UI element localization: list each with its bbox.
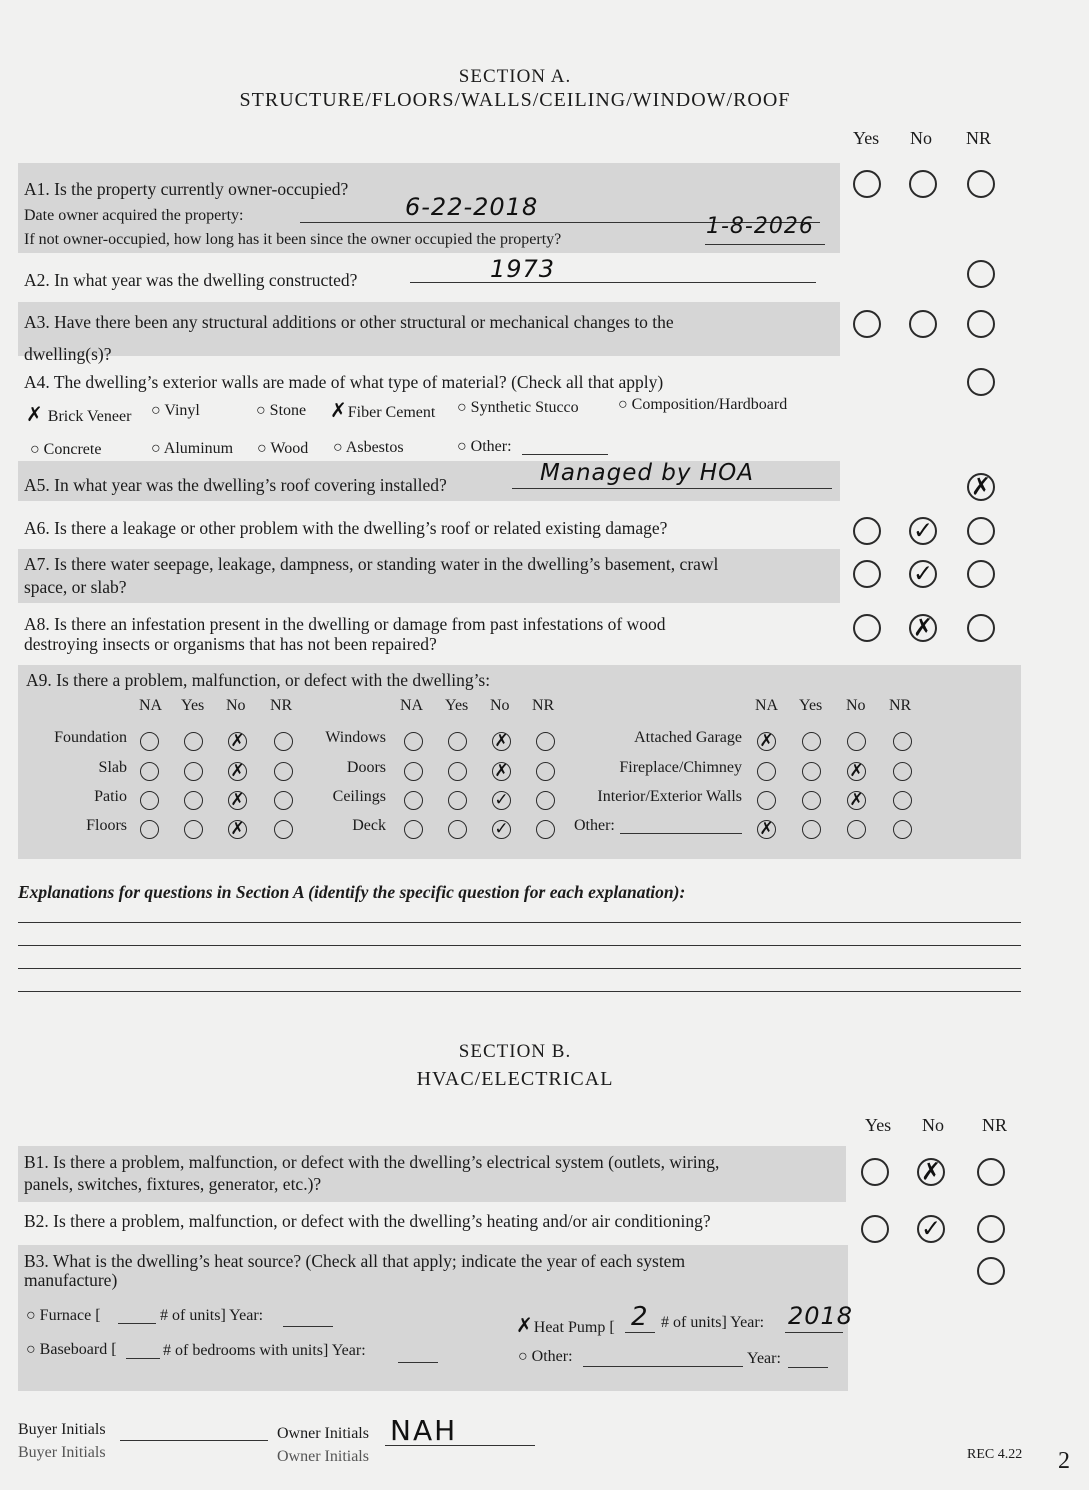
other-year-label: Year: [747, 1350, 781, 1367]
a9-other-line [620, 833, 742, 834]
b2-nr-radio[interactable] [977, 1215, 1005, 1243]
heat-pump-units-label: # of units] Year: [661, 1314, 765, 1331]
b-col-yes: Yes [865, 1115, 892, 1135]
a4-opt-wood[interactable]: ○ Wood [257, 440, 309, 457]
a1-since-label: If not owner-occupied, how long has it been since the owner occupied the property? [24, 231, 562, 248]
a9-radio-yes[interactable] [802, 732, 821, 751]
a9-header-yes: Yes [799, 697, 823, 714]
a7-question-2: space, or slab? [24, 577, 127, 597]
explanation-line-1[interactable] [18, 922, 1021, 923]
a6-nr-radio[interactable] [967, 517, 995, 545]
a9-radio-na[interactable] [404, 762, 423, 781]
a9-radio-no[interactable] [228, 762, 247, 781]
a9-radio-no[interactable] [492, 732, 511, 751]
check-mark-icon: ✓ [912, 516, 934, 545]
a9-radio-no[interactable] [847, 791, 866, 810]
a3-yes-radio[interactable] [853, 310, 881, 338]
a9-radio-nr[interactable] [274, 762, 293, 781]
a9-radio-na[interactable] [404, 791, 423, 810]
a9-radio-nr[interactable] [893, 732, 912, 751]
a3-nr-radio[interactable] [967, 310, 995, 338]
b-col-nr: NR [982, 1115, 1008, 1135]
explanation-line-4[interactable] [18, 991, 1021, 992]
x-mark-icon: ✗ [230, 789, 245, 810]
a9-item-label: Ceilings [332, 788, 386, 805]
a2-line [410, 282, 816, 283]
a9-radio-nr[interactable] [893, 791, 912, 810]
a9-radio-nr[interactable] [536, 732, 555, 751]
buyer-initials-label-2: Buyer Initials [18, 1444, 106, 1461]
b2-yes-radio[interactable] [861, 1215, 889, 1243]
a8-yes-radio[interactable] [853, 614, 881, 642]
heat-pump-year-line [785, 1332, 843, 1333]
furnace-units-label: # of units] Year: [160, 1307, 264, 1324]
a9-item-label: Windows [325, 729, 386, 746]
a3-no-radio[interactable] [909, 310, 937, 338]
b-col-no: No [922, 1115, 944, 1135]
a4-opt-brick-veneer[interactable]: ✗ Brick Veneer [26, 402, 132, 426]
a9-item-label: Attached Garage [634, 729, 742, 746]
a4-opt-fiber-cement[interactable]: ✗Fiber Cement [330, 398, 436, 422]
a9-radio-yes[interactable] [448, 791, 467, 810]
a1-since-value: 1-8-2026 [706, 214, 814, 239]
a9-radio-no[interactable] [492, 820, 511, 839]
a4-opt-aluminum[interactable]: ○ Aluminum [151, 440, 234, 457]
a2-year: 1973 [490, 255, 556, 283]
other-year-line [788, 1367, 828, 1368]
x-mark-icon: ✗ [230, 818, 245, 839]
a9-radio-na[interactable] [140, 762, 159, 781]
check-mark-icon: ✓ [494, 789, 509, 810]
page-number: 2 [1058, 1448, 1070, 1474]
a4-opt-synthetic-stucco[interactable]: ○ Synthetic Stucco [457, 399, 579, 416]
furnace-units-line [118, 1323, 156, 1324]
a9-radio-na[interactable] [757, 762, 776, 781]
a9-header-yes: Yes [445, 697, 469, 714]
a9-radio-na[interactable] [757, 732, 776, 751]
b1-nr-radio[interactable] [977, 1158, 1005, 1186]
a9-radio-no[interactable] [228, 791, 247, 810]
b2-no-radio[interactable] [917, 1215, 945, 1243]
a9-header-na: NA [139, 697, 163, 714]
x-mark-icon: ✗ [230, 730, 245, 751]
a8-no-radio[interactable] [909, 614, 937, 642]
buyer-initials-line[interactable] [120, 1440, 268, 1441]
section-b-subtitle: HVAC/ELECTRICAL [416, 1068, 614, 1090]
a7-nr-radio[interactable] [967, 560, 995, 588]
a9-radio-no[interactable] [847, 762, 866, 781]
a9-header-yes: Yes [181, 697, 205, 714]
b3-heat-pump[interactable]: ✗Heat Pump [ [516, 1313, 615, 1337]
a9-radio-nr[interactable] [274, 820, 293, 839]
check-icon: ✗ [26, 402, 44, 426]
baseboard-units-line [126, 1358, 160, 1359]
a9-radio-yes[interactable] [448, 820, 467, 839]
a9-radio-no[interactable] [847, 732, 866, 751]
a9-header-na: NA [400, 697, 424, 714]
a1-nr-radio[interactable] [967, 170, 995, 198]
x-mark-icon: ✗ [849, 789, 864, 810]
b3-baseboard[interactable]: ○ Baseboard [ [26, 1341, 117, 1358]
owner-initials-label: Owner Initials [277, 1425, 369, 1442]
a6-yes-radio[interactable] [853, 517, 881, 545]
a4-other-line [522, 454, 608, 455]
owner-initials-value: NAH [390, 1414, 458, 1447]
a9-radio-yes[interactable] [184, 820, 203, 839]
b3-other[interactable]: ○ Other: [518, 1348, 573, 1365]
x-mark-icon: ✗ [912, 613, 934, 642]
a1-yes-radio[interactable] [853, 170, 881, 198]
owner-initials-line[interactable] [385, 1445, 535, 1446]
check-mark-icon: ✓ [920, 1214, 942, 1243]
a6-question: A6. Is there a leakage or other problem with the dwelling’s roof or related existing damage? [24, 518, 668, 538]
a4-opt-other[interactable]: ○ Other: [457, 438, 512, 455]
a9-item-label: Foundation [54, 729, 127, 746]
a9-radio-yes[interactable] [448, 732, 467, 751]
a9-radio-na[interactable] [404, 732, 423, 751]
col-no: No [910, 128, 932, 148]
a4-question: A4. The dwelling’s exterior walls are made of what type of material? (Check all that apply) [24, 372, 664, 392]
explanation-line-2[interactable] [18, 945, 1021, 946]
a4-opt-composition[interactable]: ○ Composition/Hardboard [618, 396, 788, 413]
b1-question-2: panels, switches, fixtures, generator, etc.)? [24, 1174, 322, 1194]
a9-radio-no[interactable] [847, 820, 866, 839]
x-mark-icon: ✗ [494, 730, 509, 751]
a5-answer: Managed by HOA [540, 460, 754, 486]
baseboard-year-line [398, 1362, 438, 1363]
section-a-title: SECTION A. [458, 66, 572, 87]
a9-item-label: Interior/Exterior Walls [597, 788, 742, 805]
explanations-label: Explanations for questions in Section A (identify the specific question for each explanation): [18, 882, 686, 902]
a9-radio-nr[interactable] [274, 791, 293, 810]
a6-no-radio[interactable] [909, 517, 937, 545]
a1-date-acquired: 6-22-2018 [405, 193, 539, 221]
a8-question-1: A8. Is there an infestation present in the dwelling or damage from past infestations of wood [24, 614, 666, 634]
a3-question-2: dwelling(s)? [24, 344, 112, 364]
a9-header-no: No [226, 697, 246, 714]
a9-radio-no[interactable] [228, 820, 247, 839]
a9-radio-yes[interactable] [184, 791, 203, 810]
b3-furnace[interactable]: ○ Furnace [ [26, 1307, 101, 1324]
b3-nr-radio[interactable] [977, 1257, 1005, 1285]
x-mark-icon: ✗ [759, 818, 774, 839]
a7-question-1: A7. Is there water seepage, leakage, dampness, or standing water in the dwelling’s basement, crawl [24, 554, 719, 574]
a9-radio-no[interactable] [492, 762, 511, 781]
a9-radio-nr[interactable] [274, 732, 293, 751]
a9-radio-na[interactable] [404, 820, 423, 839]
section-b-title: SECTION B. [458, 1041, 572, 1062]
a9-radio-yes[interactable] [802, 762, 821, 781]
a9-item-label: Floors [86, 817, 127, 834]
a9-radio-yes[interactable] [184, 762, 203, 781]
b1-no-radio[interactable] [917, 1158, 945, 1186]
check-icon: ✗ [330, 398, 348, 422]
a1-since-line [705, 244, 825, 245]
section-a-subtitle: STRUCTURE/FLOORS/WALLS/CEILING/WINDOW/ROOF [239, 89, 791, 111]
a3-question-1: A3. Have there been any structural additions or other structural or mechanical changes to the [24, 312, 674, 332]
b3-question-2: manufacture) [24, 1270, 118, 1290]
a9-item-label: Doors [346, 759, 386, 776]
a7-no-radio[interactable] [909, 560, 937, 588]
x-mark-icon: ✗ [970, 472, 992, 501]
a2-question: A2. In what year was the dwelling constructed? [24, 270, 358, 290]
a9-radio-no[interactable] [492, 791, 511, 810]
a9-header-nr: NR [270, 697, 293, 714]
a9-radio-yes[interactable] [184, 732, 203, 751]
a9-item-label: Other: [574, 817, 615, 834]
other-line [583, 1366, 743, 1367]
a4-opt-asbestos[interactable]: ○ Asbestos [333, 439, 404, 456]
a9-radio-nr[interactable] [536, 762, 555, 781]
a9-question: A9. Is there a problem, malfunction, or defect with the dwelling’s: [26, 670, 491, 690]
x-mark-icon: ✗ [759, 730, 774, 751]
explanation-line-3[interactable] [18, 968, 1021, 969]
b1-yes-radio[interactable] [861, 1158, 889, 1186]
check-mark-icon: ✓ [494, 818, 509, 839]
a5-nr-radio[interactable] [967, 473, 995, 501]
a8-question-2: destroying insects or organisms that has not been repaired? [24, 634, 437, 654]
a7-yes-radio[interactable] [853, 560, 881, 588]
b2-question: B2. Is there a problem, malfunction, or defect with the dwelling’s heating and/or air conditioning? [24, 1211, 711, 1231]
a1-question: A1. Is the property currently owner-occupied? [24, 179, 349, 199]
heat-pump-count: 2 [631, 1302, 649, 1332]
a1-no-radio[interactable] [909, 170, 937, 198]
a9-radio-na[interactable] [140, 820, 159, 839]
col-nr: NR [966, 128, 992, 148]
check-icon: ✗ [516, 1313, 534, 1337]
x-mark-icon: ✗ [494, 760, 509, 781]
owner-initials-label-2: Owner Initials [277, 1448, 369, 1465]
a9-header-nr: NR [889, 697, 912, 714]
a4-opt-concrete[interactable]: ○ Concrete [30, 441, 102, 458]
form-code: REC 4.22 [967, 1447, 1023, 1462]
a9-header-na: NA [755, 697, 779, 714]
a9-header-no: No [846, 697, 866, 714]
furnace-year-line [283, 1326, 333, 1327]
a9-radio-nr[interactable] [893, 762, 912, 781]
x-mark-icon: ✗ [849, 760, 864, 781]
check-mark-icon: ✓ [912, 559, 934, 588]
heat-pump-year: 2018 [788, 1302, 854, 1330]
col-yes: Yes [853, 128, 880, 148]
a9-radio-na[interactable] [140, 732, 159, 751]
a2-nr-radio[interactable] [967, 260, 995, 288]
a5-line [512, 488, 832, 489]
a9-item-label: Slab [98, 759, 127, 776]
a9-radio-no[interactable] [228, 732, 247, 751]
a9-band [18, 665, 1021, 859]
b1-question-1: B1. Is there a problem, malfunction, or defect with the dwelling’s electrical system (outlets, wiring, [24, 1152, 720, 1172]
a9-radio-nr[interactable] [536, 791, 555, 810]
a9-radio-yes[interactable] [802, 820, 821, 839]
a9-radio-yes[interactable] [448, 762, 467, 781]
a9-header-no: No [490, 697, 510, 714]
a1-date-label: Date owner acquired the property: [24, 207, 244, 224]
x-mark-icon: ✗ [920, 1157, 942, 1186]
a8-nr-radio[interactable] [967, 614, 995, 642]
a9-item-label: Patio [94, 788, 127, 805]
a9-radio-yes[interactable] [802, 791, 821, 810]
a9-item-label: Fireplace/Chimney [619, 759, 742, 776]
a9-item-label: Deck [352, 817, 386, 834]
heat-pump-units-line [625, 1332, 655, 1333]
x-mark-icon: ✗ [230, 760, 245, 781]
a9-radio-na[interactable] [757, 791, 776, 810]
a9-radio-na[interactable] [757, 820, 776, 839]
baseboard-units-label: # of bedrooms with units] Year: [163, 1342, 366, 1359]
a9-header-nr: NR [532, 697, 555, 714]
a4-opt-vinyl[interactable]: ○ Vinyl [151, 402, 200, 419]
a4-opt-stone[interactable]: ○ Stone [256, 402, 307, 419]
a4-nr-radio[interactable] [967, 368, 995, 396]
a9-radio-nr[interactable] [893, 820, 912, 839]
a9-radio-na[interactable] [140, 791, 159, 810]
buyer-initials-label: Buyer Initials [18, 1421, 106, 1438]
a9-radio-nr[interactable] [536, 820, 555, 839]
b3-question-1: B3. What is the dwelling’s heat source? (Check all that apply; indicate the year of each system [24, 1251, 686, 1271]
a5-question: A5. In what year was the dwelling’s roof covering installed? [24, 475, 447, 495]
